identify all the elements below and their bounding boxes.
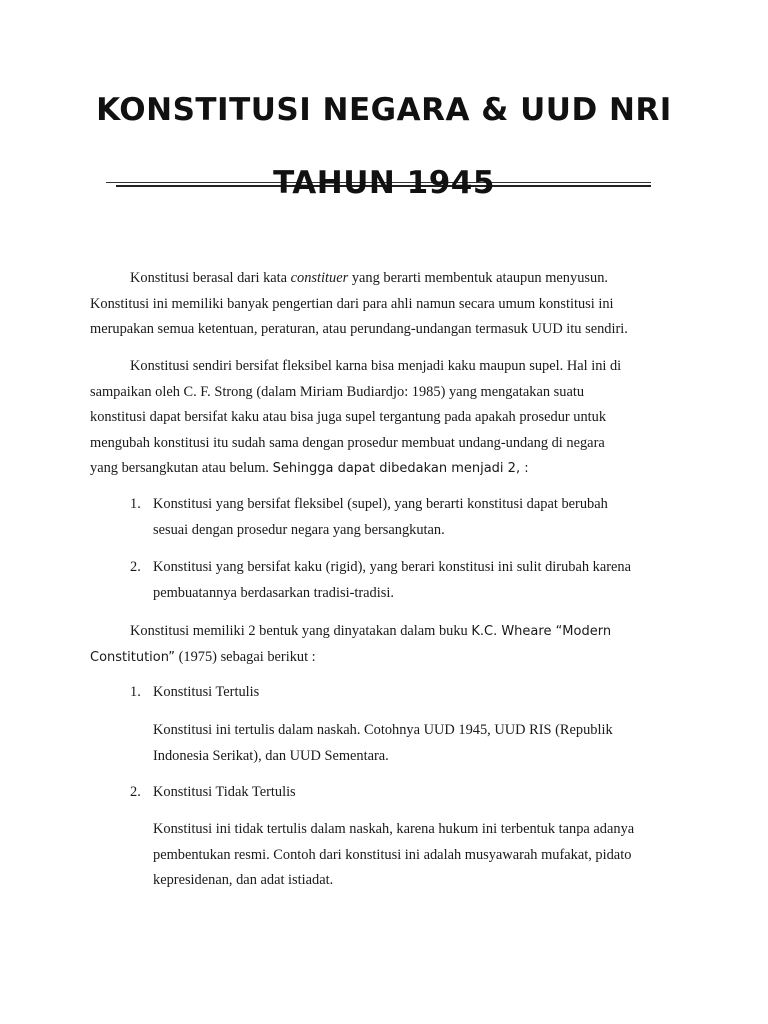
list-text: Konstitusi yang bersifat fleksibel (supel), yang berarti konstitusi dapat berubah sesuai dengan prosedur negara yang bersangkutan. — [153, 496, 608, 538]
paragraph-3-line-1: Konstitusi memiliki 2 bentuk yang dinyatakan dalam buku K.C. Wheare “Modern — [130, 623, 612, 639]
document-title-line1: KONSTITUSI NEGARA & UUD NRI — [96, 92, 672, 128]
document-title-line2: TAHUN 1945 — [273, 165, 495, 201]
paragraph-2-line-1: Konstitusi sendiri bersifat fleksibel karna bisa menjadi kaku maupun supel. Hal ini di — [130, 358, 622, 374]
term-constituer: constituer — [290, 270, 349, 286]
paragraph-2-line-3: konstitusi dapat bersifat kaku atau bisa juga supel tergantung pada apakah prosedur untuk — [90, 409, 607, 426]
list2-item-1-description: Konstitusi ini tertulis dalam naskah. Cotohnya UUD 1945, UUD RIS (Republik Indonesia Serikat), dan UUD Sementara. — [153, 722, 613, 764]
paragraph-3 — [90, 619, 680, 670]
list-text: Konstitusi yang bersifat kaku (rigid), yang berari konstitusi ini sulit dirubah karena pembuatannya berdasarkan tradisi-tradisi. — [153, 559, 631, 601]
list-number: 2. — [130, 559, 141, 575]
list2-item-2-description: Konstitusi ini tidak tertulis dalam naskah, karena hukum ini terbentuk tanpa adanya pembentukan resmi. Contoh dari konstitusi ini adalah musyawarah mufakat, pidato kepresidenan, dan adat istiadat. — [153, 821, 635, 889]
list-number: 1. — [130, 496, 141, 512]
list-label: Konstitusi Tertulis — [153, 684, 260, 700]
paragraph-2-line-5: yang bersangkutan atau belum. Sehingga dapat dibedakan menjadi 2, : — [90, 460, 529, 477]
list-number: 1. — [130, 684, 141, 700]
paragraph-1 — [90, 266, 680, 343]
paragraph-2 — [90, 354, 680, 482]
list-number: 2. — [130, 784, 141, 800]
list-label: Konstitusi Tidak Tertulis — [153, 784, 296, 800]
paragraph-3-line-2: Constitution” (1975) sebagai berikut : — [90, 648, 316, 665]
paragraph-1-line-2: Konstitusi ini memiliki banyak pengertian dari para ahli namun secara umum konstitusi ini — [90, 295, 614, 312]
paragraph-2-line-4: mengubah konstitusi itu sudah sama dengan prosedur membuat undang-undang di negara — [90, 434, 605, 451]
paragraph-1-line-3: merupakan semua ketentuan, peraturan, atau perundang-undangan termasuk UUD itu sendiri. — [90, 321, 628, 338]
paragraph-1-line-1: Konstitusi berasal dari kata constituer yang berarti membentuk ataupun menyusun. — [130, 270, 608, 286]
paragraph-2-line-2: sampaikan oleh C. F. Strong (dalam Miriam Budiardjo: 1985) yang mengatakan suatu — [90, 383, 585, 400]
